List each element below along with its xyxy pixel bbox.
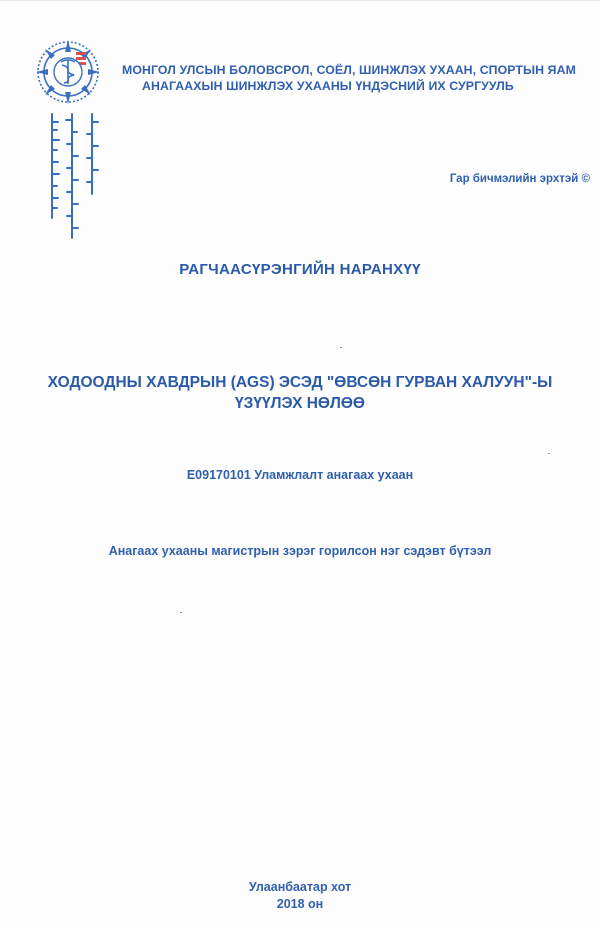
scan-speck xyxy=(548,453,550,454)
copyright-notice: Гар бичмэлийн эрхтэй © xyxy=(449,173,590,185)
scan-speck xyxy=(180,612,182,613)
specialty-code: E09170101 Уламжлалт анагаах ухаан xyxy=(186,468,414,482)
year: 2018 он xyxy=(276,897,324,911)
university-name: АНАГААХЫН ШИНЖЛЭХ УХААНЫ ҮНДЭСНИЙ ИХ СУРГУУЛЬ xyxy=(142,79,514,93)
city-name: Улаанбаатар хот xyxy=(248,880,352,894)
institution-header xyxy=(122,62,592,94)
scan-speck xyxy=(340,347,342,348)
thesis-title-line2: ҮЗҮҮЛЭХ НӨЛӨӨ xyxy=(235,395,365,412)
degree-statement: Анагаах ухааны магистрын зэрэг горилсон нэг сэдэвт бүтээл xyxy=(108,544,492,558)
university-emblem-icon xyxy=(34,38,102,106)
mongolian-script-logo xyxy=(40,110,106,250)
thesis-title xyxy=(40,372,560,414)
ministry-name: МОНГОЛ УЛСЫН БОЛОВСРОЛ, СОЁЛ, ШИНЖЛЭХ УХААН, СПОРТЫН ЯАМ xyxy=(122,63,576,77)
university-logo xyxy=(30,38,106,218)
author-name: РАГЧААСҮРЭНГИЙН НАРАНХҮҮ xyxy=(179,261,421,278)
thesis-title-line1: ХОДООДНЫ ХАВДРЫН (AGS) ЭСЭД "ӨВСӨН ГУРВАН ХАЛУУН"-Ы xyxy=(47,374,553,391)
